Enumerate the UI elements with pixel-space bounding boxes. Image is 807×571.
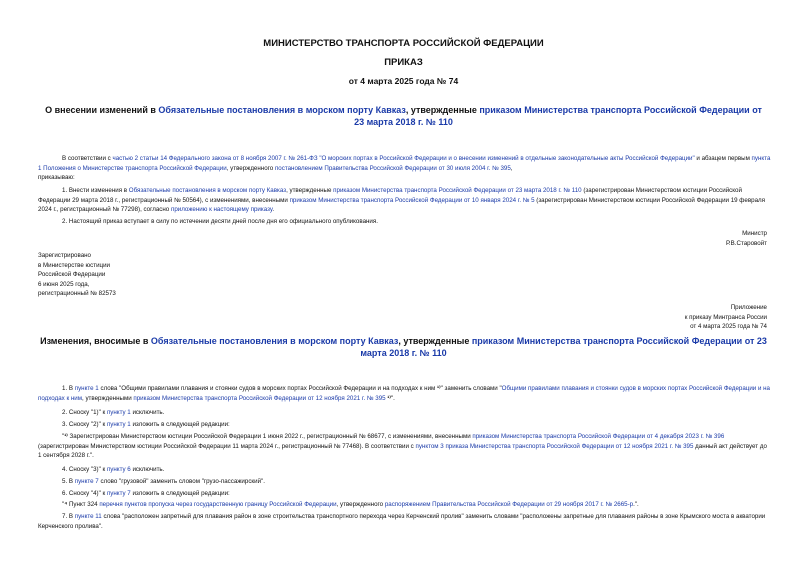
text: В соответствии с (62, 155, 113, 162)
title-text: , утвержденные (405, 105, 480, 115)
text: 2. Сноску "1)" к (62, 409, 107, 416)
order-title (40, 104, 767, 128)
link-law-title[interactable]: "О морских портах в Российской Федерации и о внесении изменений в отдельные законодательные акты Российской Федерации" (317, 155, 695, 162)
change-6 (38, 489, 772, 499)
link-item-11[interactable]: пункте 11 (74, 513, 102, 520)
text: изложить в следующей редакции: (130, 421, 230, 428)
link-item-7[interactable]: пункте 7 (74, 478, 99, 485)
text: изложить в следующей редакции: (130, 490, 230, 497)
minister-name: Р.В.Старовойт (725, 239, 767, 247)
link-item-1[interactable]: пункту 1 (106, 421, 131, 428)
order-label: ПРИКАЗ (384, 57, 423, 68)
title-text: Изменения, вносимые в (40, 336, 151, 346)
text: приказываю: (38, 174, 75, 182)
text: 6. Сноску "4)" к (62, 490, 107, 497)
text: , (510, 164, 513, 172)
link-order-395[interactable]: приказом Министерства транспорта Российской Федерации от 12 ноября 2021 г. № 395 (133, 394, 386, 402)
link-item-1[interactable]: пункту 1 (106, 409, 131, 416)
link-law-261[interactable]: частью 2 статьи 14 Федерального закона от 8 ноября 2007 г. № 261-ФЗ (112, 155, 318, 162)
change-3 (38, 420, 772, 430)
minister-title: Министр (742, 230, 767, 237)
annex-title-link-order-110[interactable]: приказом Министерства транспорта Российской Федерации от 23 марта 2018 г. № 110 (360, 336, 767, 358)
footnote-mark: ¹⁾ (64, 433, 68, 440)
annex-ref-line: к приказу Минтранса России (684, 313, 767, 321)
annex-reference (685, 303, 767, 332)
text: Пункт 324 (67, 501, 100, 508)
point-1-paragraph (38, 186, 772, 215)
registration-line: Зарегистрировано (38, 252, 91, 259)
text: слово "грузовой" заменить словом "грузо-пассажирский". (98, 478, 265, 485)
change-2 (38, 408, 772, 418)
text: " (62, 501, 65, 508)
title-text: , утвержденные (398, 336, 472, 346)
text: ". (390, 394, 395, 402)
change-7 (38, 512, 772, 531)
text: , утвержденными (82, 394, 134, 402)
link-ministry-regulation[interactable]: пункта 1 Положения о Министерстве транспорта Российской Федерации (38, 155, 771, 172)
text: (зарегистрирован Министерством юстиции Российской Федерации 11 марта 2024 г., регистрационный № 77468). В соответствии с (38, 442, 416, 450)
text: (зарегистрирован Министерством юстиции Российской Федерации 19 февраля 2024 г., регистрационный № 77298), согласно (38, 196, 765, 214)
link-regulations[interactable]: Обязательные постановления в морском порту Кавказ (128, 187, 287, 194)
text: 5. В (62, 478, 75, 485)
change-5 (38, 477, 772, 487)
link-government-decree-395[interactable]: постановлением Правительства Российской Федерации от 30 июля 2004 г. № 395 (274, 164, 511, 172)
text: , утвержденного (336, 501, 385, 508)
signature-block (726, 229, 767, 248)
text: и абзацем первым (694, 155, 752, 162)
preamble-paragraph (38, 154, 772, 183)
link-order-5[interactable]: приказом Министерства транспорта Российской Федерации от 10 января 2024 г. № 5 (289, 196, 535, 204)
text: 3. Сноску "2)" к (62, 421, 107, 428)
text: , утвержденного (226, 164, 275, 172)
text: " заменить словами " (440, 385, 502, 392)
registration-line: Российской Федерации (38, 271, 106, 279)
link-annex[interactable]: приложению к настоящему приказу (170, 206, 273, 214)
title-text: О внесении изменений в (45, 105, 159, 115)
text: 4. Сноску "3)" к (62, 466, 107, 473)
ministry-header: МИНИСТЕРСТВО ТРАНСПОРТА РОССИЙСКОЙ ФЕДЕРАЦИИ (263, 38, 544, 49)
link-item-1[interactable]: пункте 1 (74, 385, 99, 392)
annex-title-link-regulations[interactable]: Обязательные постановления в морском порту Кавказ (150, 336, 399, 346)
title-link-order-110[interactable]: приказом Министерства транспорта Российской Федерации от 23 марта 2018 г. № 110 (354, 105, 762, 127)
link-item-3-order-395[interactable]: пунктом 3 приказа Министерства транспорта Российской Федерации от 12 ноября 2021 г. № 395 (415, 442, 694, 450)
text: исключить. (130, 466, 165, 473)
registration-line: 6 июня 2025 года, (38, 280, 90, 288)
footnote-mark: ¹⁾ (435, 385, 441, 392)
link-decree-2665[interactable]: распоряжением Правительства Российской Федерации от 29 ноября 2017 г. № 2665-р (384, 501, 634, 508)
text: данный акт действует до 1 сентября 2028 г.". (38, 442, 767, 460)
text: 1. Внести изменения в (62, 187, 129, 194)
link-border-checkpoints[interactable]: перечня пунктов пропуска через государственную границу Российской Федерации (99, 501, 337, 508)
order-date: от 4 марта 2025 года № 74 (348, 76, 459, 86)
annex-title (40, 335, 767, 359)
text: исключить. (130, 409, 165, 416)
link-order-396[interactable]: приказом Министерства транспорта Российской Федерации от 4 декабря 2023 г. № 396 (472, 433, 725, 440)
link-item-6[interactable]: пункту 6 (106, 466, 131, 473)
link-item-7[interactable]: пункту 7 (106, 490, 131, 497)
title-link-regulations[interactable]: Обязательные постановления в морском порту Кавказ (158, 105, 406, 115)
annex-ref-line: Приложение (730, 304, 767, 311)
registration-block (38, 251, 116, 299)
text: .". (633, 501, 639, 508)
registration-line: в Министерстве юстиции (38, 261, 111, 269)
text: . (272, 206, 275, 214)
text: (зарегистрирован Министерством юстиции Российской Федерации 29 марта 2018 г., регистрационный № 50564), с изменениями, внесенными (38, 187, 742, 204)
point-2-paragraph: 2. Настоящий приказ вступает в силу по истечении десяти дней после дня его официального опубликования. (62, 218, 378, 225)
change-3-quote (38, 432, 772, 461)
footnote-mark: ⁴ (64, 501, 68, 508)
text: , утвержденные (286, 187, 334, 194)
text: слова "расположен запретный для плавания район в зоне строительства транспортного перехода через Керченский пролив" заменить словами "расположены запретные для плавания районы в зоне Крымского моста в акватории Керченского пролива". (38, 513, 766, 530)
text: 7. В (62, 513, 75, 520)
text: Зарегистрирован Министерством юстиции Российской Федерации 1 июня 2022 г., регистрационный № 68677, с изменениями, внесенными (67, 433, 473, 440)
text: 1. В (62, 385, 75, 392)
text: слова "Общими правилами плавания и стоянки судов в морских портах Российской Федерации и на подходах к ним (98, 385, 436, 392)
footnote-mark: ¹⁾ (385, 394, 391, 402)
link-order-110[interactable]: приказом Министерства транспорта Российской Федерации от 23 марта 2018 г. № 110 (333, 187, 582, 194)
text: " (62, 433, 65, 440)
link-general-rules[interactable]: Общими правилами плавания и стоянки судов в морских портах Российской Федерации и на подходах к ним (38, 385, 770, 402)
change-1 (38, 384, 772, 403)
annex-ref-line: от 4 марта 2025 года № 74 (690, 323, 767, 331)
change-6-quote (38, 500, 772, 510)
registration-line: регистрационный № 82573 (38, 290, 116, 298)
change-4 (38, 465, 772, 475)
